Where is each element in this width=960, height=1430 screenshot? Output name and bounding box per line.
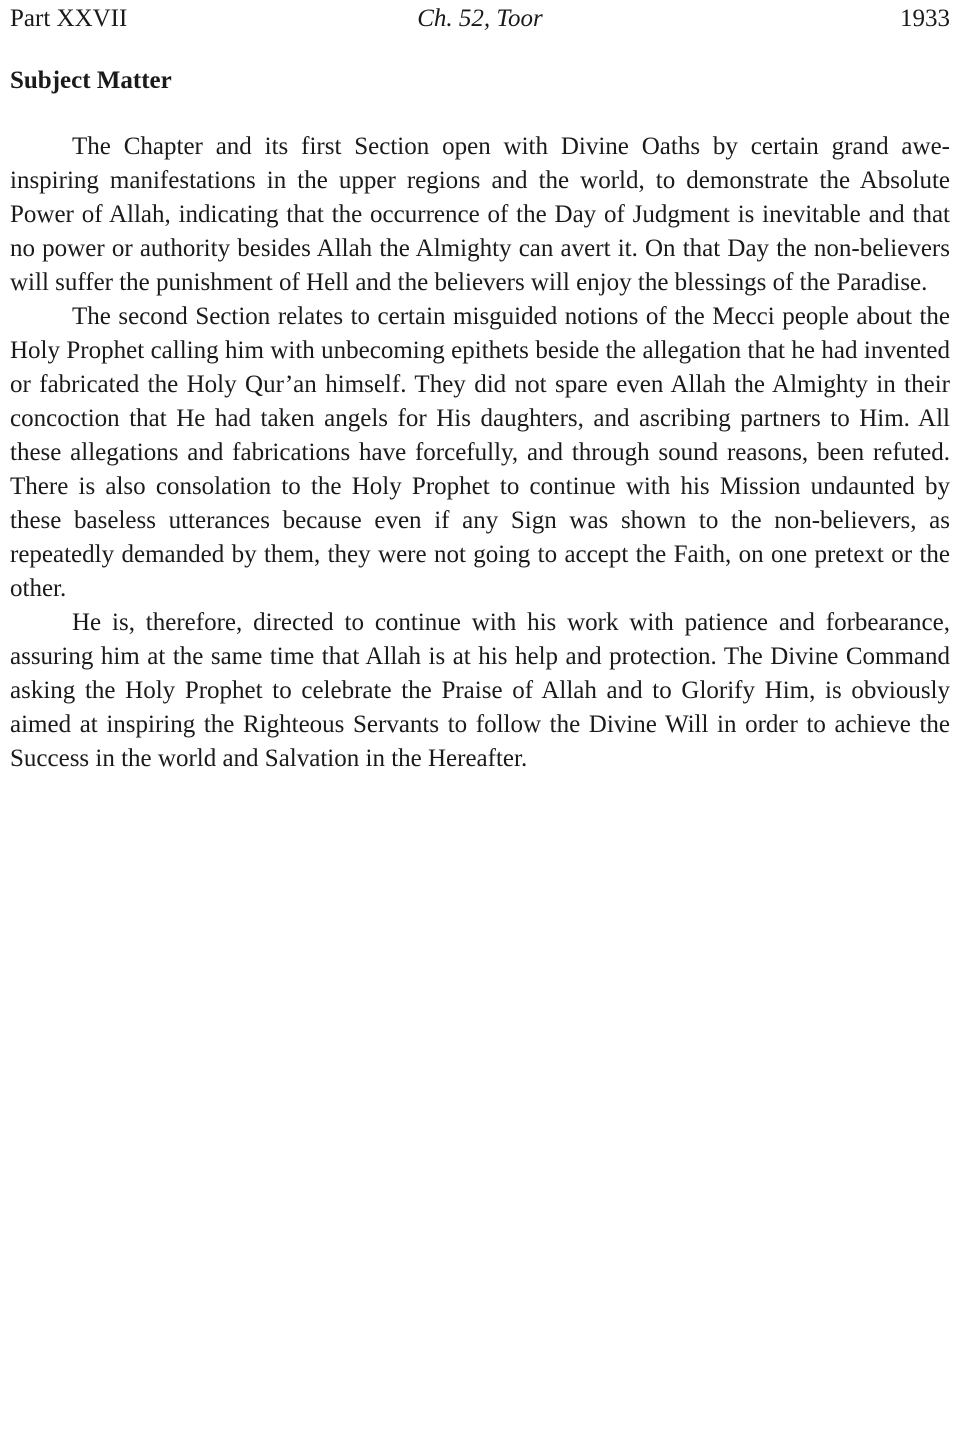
page-number: 1933 (900, 5, 950, 32)
running-header (10, 2, 950, 36)
paragraph-2: The second Section relates to certain misguided notions of the Mecci people about the Holy Prophet calling him with unbecoming epithets beside the allegation that he had invented or fabricated the Holy Qur’an himself. They did not spare even Allah the Almighty in their concoction that He had taken angels for His daughters, and ascribing partners to Him. All these allegations and fabrications have forcefully, and through sound reasons, been refuted. There is also consolation to the Holy Prophet to continue with his Mission undaunted by these baseless utterances because even if any Sign was shown to the non-believers, as repeatedly demanded by them, they were not going to accept the Faith, on one pretext or the other. (10, 303, 950, 602)
chapter-title: Ch. 52, Toor (417, 5, 543, 32)
paragraph-3: He is, therefore, directed to continue with his work with patience and forbearance, assuring him at the same time that Allah is at his help and protection. The Divine Command asking the Holy Prophet to celebrate the Praise of Allah and to Glorify Him, is obviously aimed at inspiring the Righteous Servants to follow the Divine Will in order to achieve the Success in the world and Salvation in the Hereafter. (10, 609, 950, 772)
section-heading: Subject Matter (10, 67, 172, 94)
body-text (10, 130, 950, 776)
part-label: Part XXVII (10, 5, 128, 32)
paragraph-1: The Chapter and its first Section open with Divine Oaths by certain grand awe-inspiring manifestations in the upper regions and the world, to demonstrate the Absolute Power of Allah, indicating that the occurrence of the Day of Judgment is inevitable and that no power or authority besides Allah the Almighty can avert it. On that Day the non-believers will suffer the punishment of Hell and the believers will enjoy the blessings of the Paradise. (10, 133, 950, 296)
